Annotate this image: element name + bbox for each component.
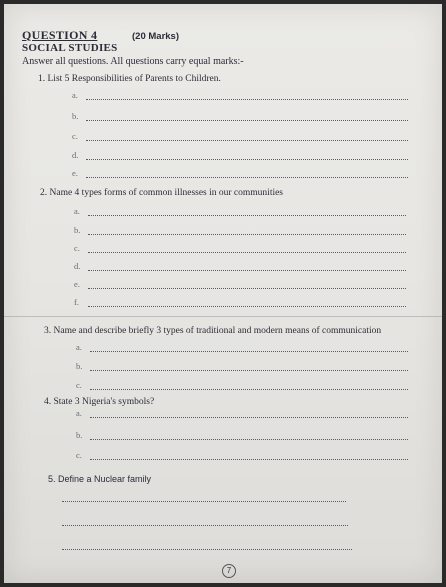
answer-label: b. xyxy=(76,430,83,440)
answer-label: d. xyxy=(74,261,81,271)
answer-line xyxy=(62,501,346,502)
instructions-text: Answer all questions. All questions carry equal marks:- xyxy=(22,56,244,67)
subject-heading: SOCIAL STUDIES xyxy=(22,42,118,54)
answer-line xyxy=(62,549,352,550)
answer-label: d. xyxy=(72,150,79,160)
page-number: 7 xyxy=(222,564,236,578)
exam-sheet xyxy=(4,4,442,583)
marks-label: (20 Marks) xyxy=(132,31,179,42)
answer-line xyxy=(62,525,348,526)
answer-label: a. xyxy=(74,206,80,216)
answer-label: b. xyxy=(76,361,83,371)
question-1-text: 1. List 5 Responsibilities of Parents to Children. xyxy=(38,74,221,84)
question-heading: QUESTION 4 xyxy=(22,28,98,42)
question-2-text: 2. Name 4 types forms of common illnesses in our communities xyxy=(40,188,284,198)
question-3-text: 3. Name and describe briefly 3 types of traditional and modern means of communication xyxy=(44,326,382,336)
answer-label: a. xyxy=(76,342,82,352)
answer-label: b. xyxy=(74,225,81,235)
answer-label: f. xyxy=(74,297,79,307)
answer-label: c. xyxy=(76,380,82,390)
answer-label: c. xyxy=(76,450,82,460)
answer-label: e. xyxy=(74,279,80,289)
question-5-text: 5. Define a Nuclear family xyxy=(48,474,152,484)
answer-label: c. xyxy=(74,243,80,253)
paper-fold-line xyxy=(4,316,442,317)
answer-label: b. xyxy=(72,111,79,121)
question-4-text: 4. State 3 Nigeria's symbols? xyxy=(44,397,155,407)
answer-label: a. xyxy=(76,408,82,418)
answer-label: c. xyxy=(72,131,78,141)
answer-label: a. xyxy=(72,90,78,100)
answer-label: e. xyxy=(72,168,78,178)
